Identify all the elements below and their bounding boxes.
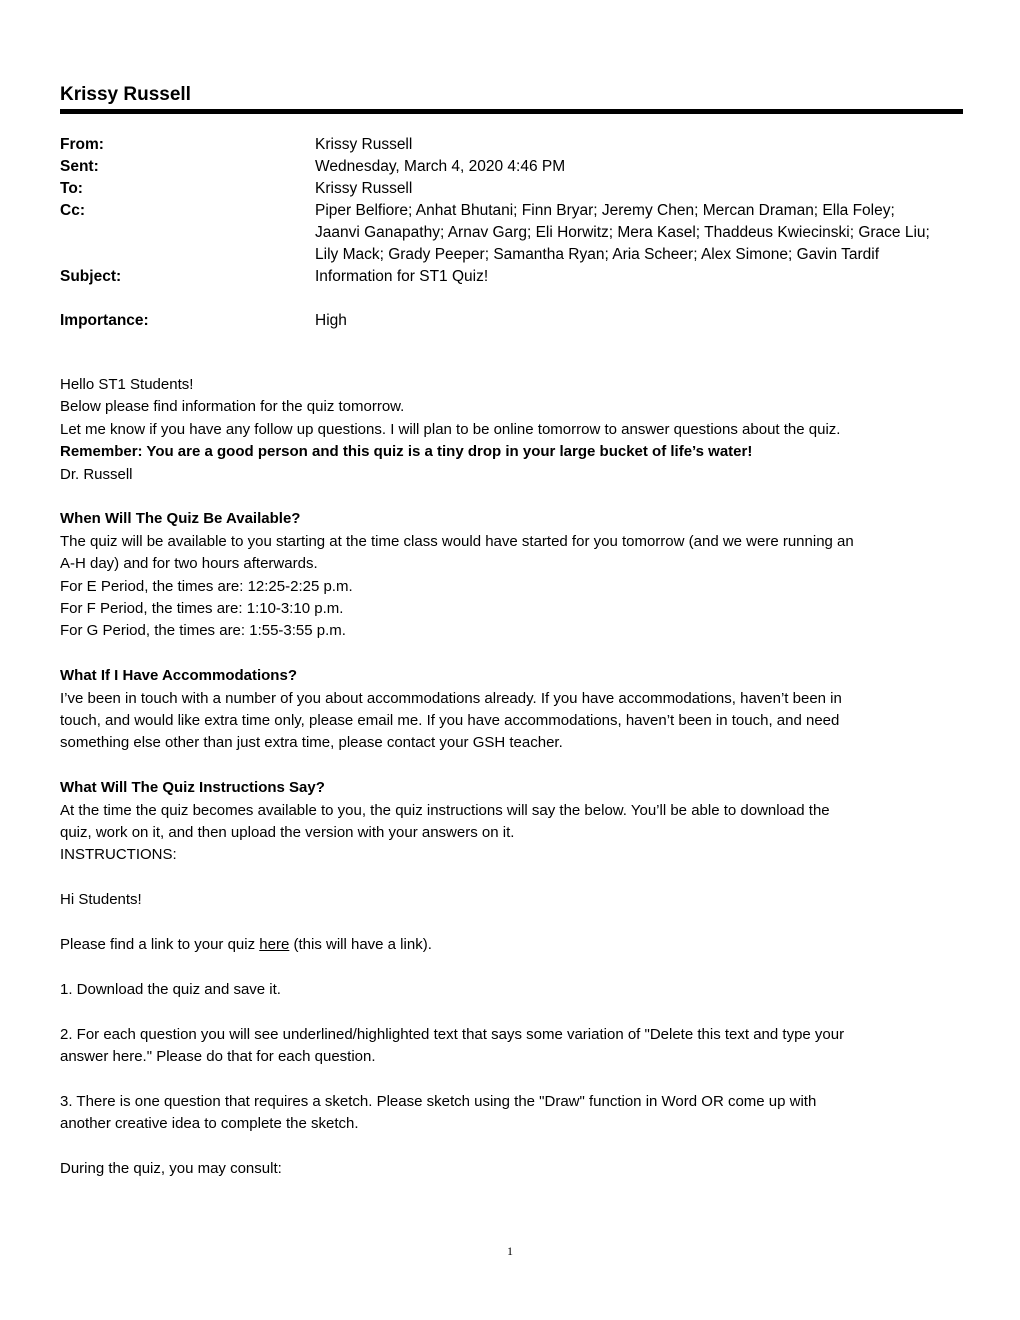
remember-line: Remember: You are a good person and this quiz is a tiny drop in your large bucket of life’s water!: [60, 443, 753, 461]
to-label: To:: [60, 180, 83, 197]
email-body: [60, 374, 962, 1180]
step-3-line: 3. There is one question that requires a sketch. Please sketch using the "Draw" function in Word OR come up with: [60, 1092, 817, 1110]
to-row: [60, 178, 962, 200]
instructions-label: INSTRUCTIONS:: [60, 846, 177, 864]
title-divider: [60, 109, 963, 114]
paragraph-line: I’ve been in touch with a number of you about accommodations already. If you have accommodations, haven’t been in: [60, 689, 842, 707]
intro-line: Let me know if you have any follow up questions. I will plan to be online tomorrow to answer questions about the quiz.: [60, 420, 841, 438]
during-quiz-line: During the quiz, you may consult:: [60, 1160, 282, 1178]
paragraph-line: A-H day) and for two hours afterwards.: [60, 555, 318, 573]
step-2-line: answer here." Please do that for each question.: [60, 1048, 376, 1066]
paragraph-line: The quiz will be available to you starting at the time class would have started for you tomorrow (and we were running an: [60, 532, 854, 550]
period-f-times: For F Period, the times are: 1:10-3:10 p.m.: [60, 600, 344, 618]
quiz-link-line: [60, 934, 962, 956]
importance-value: High: [315, 312, 347, 329]
period-g-times: For G Period, the times are: 1:55-3:55 p.m.: [60, 622, 346, 640]
signature: Dr. Russell: [60, 465, 133, 483]
paragraph-line: something else other than just extra time, please contact your GSH teacher.: [60, 734, 563, 752]
from-value: Krissy Russell: [315, 136, 413, 153]
hi-students-line: Hi Students!: [60, 891, 142, 909]
section-heading-availability: When Will The Quiz Be Available?: [60, 510, 301, 528]
spacer: [60, 867, 962, 889]
spacer: [60, 1001, 962, 1023]
step-2-line: 2. For each question you will see underlined/highlighted text that says some variation of "Delete this text and type your: [60, 1025, 845, 1043]
spacer: [60, 1068, 962, 1090]
section-heading-instructions: What Will The Quiz Instructions Say?: [60, 779, 325, 797]
cc-value: [315, 200, 962, 266]
cc-line: Piper Belfiore; Anhat Bhutani; Finn Bryar; Jeremy Chen; Mercan Draman; Ella Foley;: [315, 202, 895, 219]
period-e-times: For E Period, the times are: 12:25-2:25 p.m.: [60, 577, 353, 595]
email-header-fields: [60, 134, 962, 332]
spacer: [60, 643, 962, 665]
cc-line: Lily Mack; Grady Peeper; Samantha Ryan; Aria Scheer; Alex Simone; Gavin Tardif: [315, 246, 880, 263]
cc-row: [60, 200, 962, 266]
spacer: [60, 755, 962, 777]
subject-label: Subject:: [60, 268, 122, 285]
spacer: [60, 912, 962, 934]
importance-row: [60, 310, 962, 332]
sender-name-title: Krissy Russell: [60, 84, 191, 105]
from-row: [60, 134, 962, 156]
email-printout: [60, 82, 962, 1180]
spacer: [60, 1136, 962, 1158]
sent-row: [60, 156, 962, 178]
paragraph-line: quiz, work on it, and then upload the version with your answers on it.: [60, 824, 515, 842]
subject-value: Information for ST1 Quiz!: [315, 268, 489, 285]
to-value: Krissy Russell: [315, 180, 413, 197]
spacer: [60, 486, 962, 508]
paragraph-line: At the time the quiz becomes available to you, the quiz instructions will say the below. You’ll be able to download the: [60, 801, 830, 819]
cc-line: Jaanvi Ganapathy; Arnav Garg; Eli Horwitz; Mera Kasel; Thaddeus Kwiecinski; Grace Liu;: [315, 224, 930, 241]
spacer: [60, 956, 962, 978]
importance-label: Importance:: [60, 312, 149, 329]
sent-label: Sent:: [60, 158, 99, 175]
step-3-line: another creative idea to complete the sketch.: [60, 1115, 359, 1133]
sent-value: Wednesday, March 4, 2020 4:46 PM: [315, 158, 566, 175]
from-label: From:: [60, 136, 104, 153]
step-1: 1. Download the quiz and save it.: [60, 980, 281, 998]
section-heading-accommodations: What If I Have Accommodations?: [60, 667, 297, 685]
subject-row: [60, 266, 962, 288]
paragraph-line: touch, and would like extra time only, please email me. If you have accommodations, haven’t been in touch, and need: [60, 712, 840, 730]
page-number: 1: [507, 1244, 513, 1258]
quiz-link[interactable]: here: [259, 936, 290, 954]
link-prefix: Please find a link to your quiz: [60, 936, 260, 954]
intro-line: Below please find information for the quiz tomorrow.: [60, 398, 405, 416]
cc-label: Cc:: [60, 202, 85, 219]
link-suffix: (this will have a link).: [289, 936, 432, 954]
greeting: Hello ST1 Students!: [60, 376, 194, 393]
